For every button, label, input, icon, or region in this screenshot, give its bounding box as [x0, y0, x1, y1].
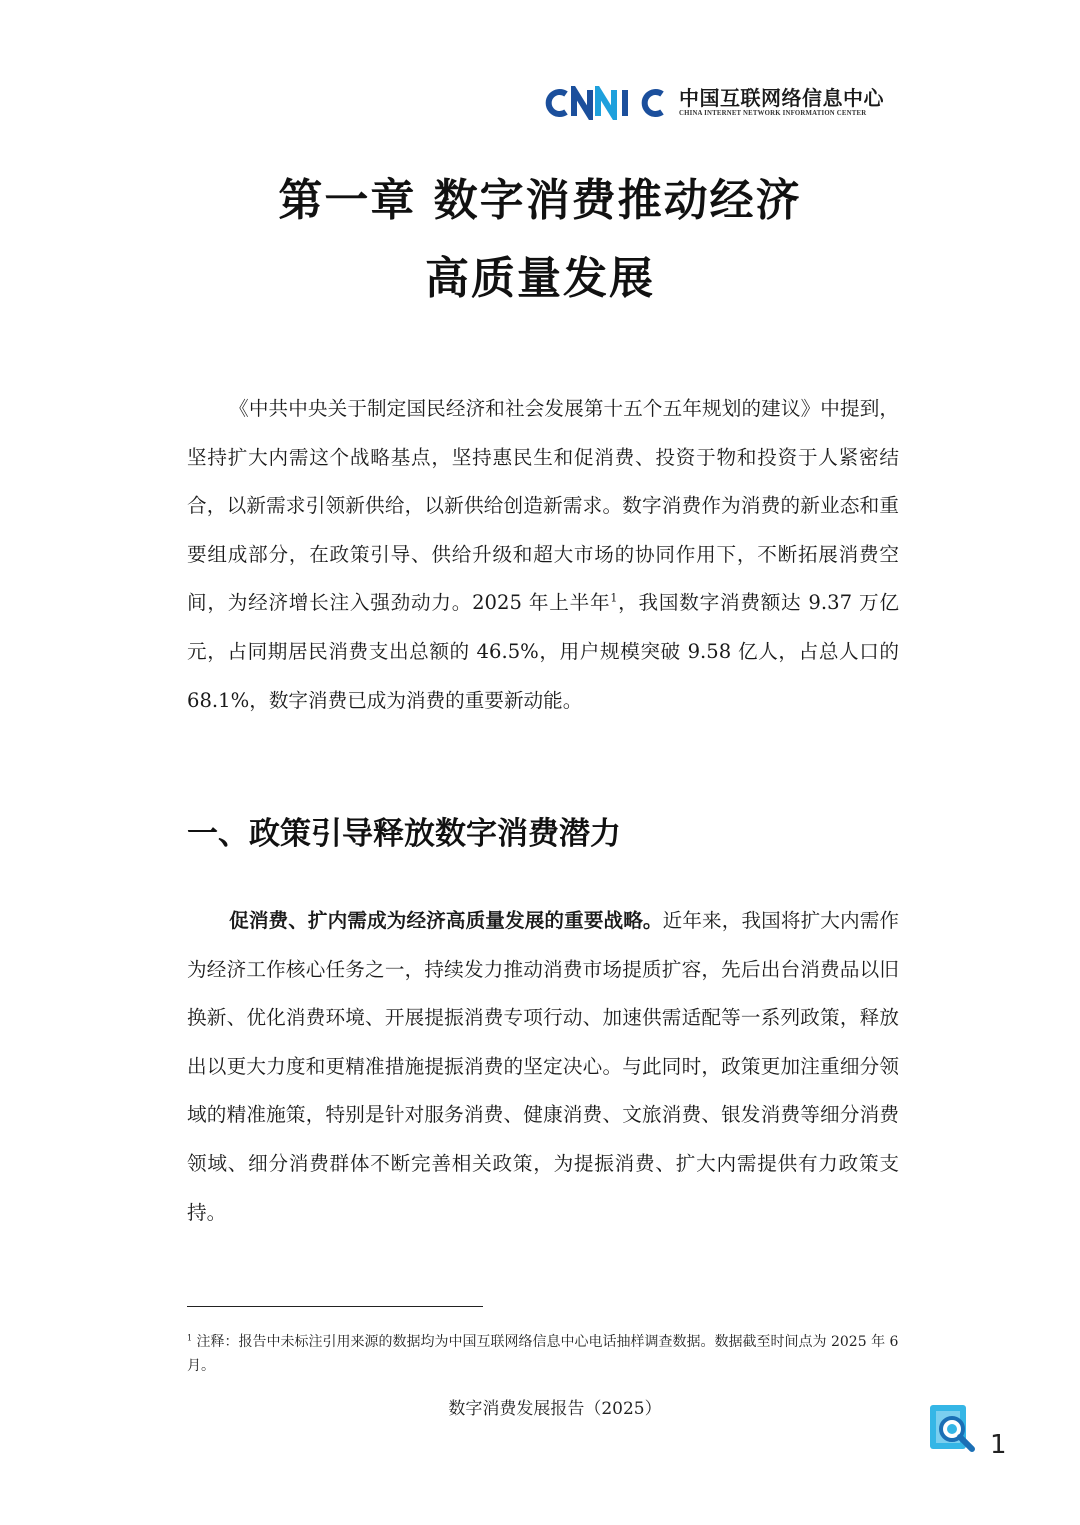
chapter-title-line1: 第一章 数字消费推动经济 — [278, 175, 802, 226]
section-body-text: 近年来，我国将扩大内需作为经济工作核心任务之一，持续发力推动消费市场提质扩容，先后出台消费品以旧换新、优化消费环境、开展提振消费专项行动、加速供需适配等一系列政策，释放出以更大力度和更精准措施提振消费的坚定决心。与此同时，政策更加注重细分领域的精准施策，特别是针对服务消费、健康消费、文旅消费、银发消费等细分消费领域、细分消费群体不断完善相关政策，为提振消费、扩大内需提供有力政策支持。 — [187, 909, 899, 1224]
page-number: 1 — [990, 1430, 1007, 1460]
footnote-text: 注释：报告中未标注引用来源的数据均为中国互联网络信息中心电话抽样调查数据。数据截至时间点为 2025 年 6 月。 — [187, 1334, 899, 1374]
footnote-divider — [187, 1306, 483, 1307]
cnnic-wordmark-icon — [544, 86, 670, 120]
chapter-title — [0, 162, 1080, 318]
footnote-marker: 1 — [187, 1333, 193, 1343]
section-heading: 一、政策引导释放数字消费潜力 — [187, 816, 621, 852]
intro-paragraph — [187, 385, 899, 725]
org-name-cn: 中国互联网络信息中心 — [679, 86, 884, 110]
chapter-title-line2: 高质量发展 — [425, 253, 655, 304]
org-name-en: CHINA INTERNET NETWORK INFORMATION CENTER — [679, 110, 867, 117]
cnnic-logo-mark — [544, 86, 670, 126]
section-paragraph — [187, 897, 899, 1237]
footnote-reference: 1 — [610, 591, 618, 605]
footer-report-title: 数字消费发展报告（2025） — [448, 1399, 662, 1419]
search-report-icon — [928, 1403, 980, 1455]
footnote — [187, 1330, 899, 1378]
cnnic-logo — [544, 84, 894, 124]
intro-text-part1: 《中共中央关于制定国民经济和社会发展第十五个五年规划的建议》中提到，坚持扩大内需这个战略基点，坚持惠民生和促消费、投资于物和投资于人紧密结合，以新需求引领新供给，以新供给创造新需求。数字消费作为消费的新业态和重要组成部分，在政策引导、供给升级和超大市场的协同作用下，不断拓展消费空间，为经济增长注入强劲动力。2025 年上半年 — [187, 397, 899, 615]
intro-text-part2: ，我国数字消费额达 9.37 万亿元，占同期居民消费支出总额的 46.5%，用户规模突破 9.58 亿人，占总人口的 68.1%，数字消费已成为消费的重要新动能。 — [187, 591, 899, 712]
section-lead-bold: 促消费、扩内需成为经济高质量发展的重要战略。 — [229, 909, 663, 932]
